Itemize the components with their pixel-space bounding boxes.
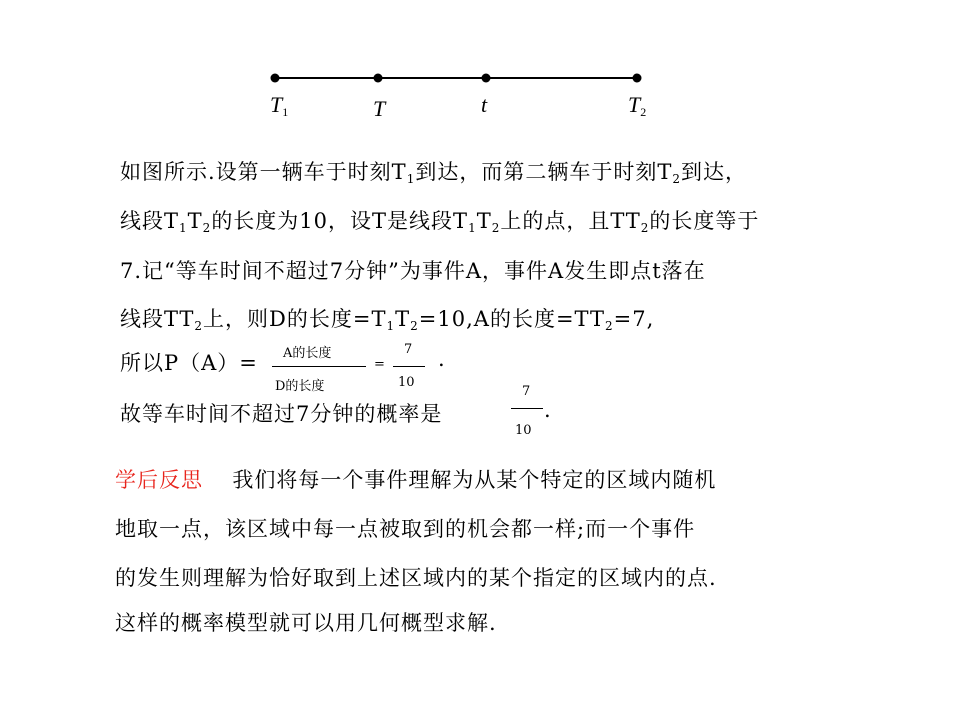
point-t1	[271, 74, 280, 83]
label-t2: $T_2$	[628, 92, 647, 119]
fraction-1-bar	[272, 366, 366, 367]
solution-line-1: 如图所示.设第一辆车于时刻$T_1$到达，而第二辆车于时刻$T_2$到达，	[120, 160, 747, 186]
point-small-t	[482, 74, 491, 83]
fraction-equals: =	[374, 357, 385, 372]
label-t: T	[373, 96, 386, 121]
reflection-line-1: 学后反思 我们将每一个事件理解为从某个特定的区域内随机	[115, 468, 717, 492]
reflection-title: 学后反思	[115, 468, 203, 492]
fraction-3-denominator: 10	[515, 423, 532, 438]
fraction-2-bar	[393, 366, 425, 367]
number-line-diagram	[260, 65, 660, 95]
solution-line-6-prefix: 故等车时间不超过7分钟的概率是	[120, 402, 443, 426]
solution-line-3: 7.记“等车时间不超过7分钟”为事件A，事件A发生即点t落在	[120, 259, 706, 283]
label-small-t: t	[481, 92, 488, 117]
solution-line-5-prefix: 所以P（A）=	[120, 351, 258, 375]
fraction-3-numerator: 7	[522, 384, 531, 399]
fraction-1-denominator: D的长度	[275, 379, 325, 394]
label-t1: $T_1$	[270, 92, 289, 119]
point-t	[374, 74, 383, 83]
fraction-2-denominator: 10	[398, 375, 415, 390]
fraction-1-numerator: A的长度	[283, 346, 332, 361]
solution-line-5-end: .	[438, 347, 446, 371]
solution-line-2: 线段$T_1T_2$的长度为10，设T是线段$T_1T_2$上的点，且$TT_2$的长度等于	[120, 209, 760, 235]
solution-line-4: 线段$TT_2$上，则D的长度$=T_1T_2=10,A$的长度$=TT_2=7$,	[120, 307, 655, 333]
reflection-line-4: 这样的概率模型就可以用几何概型求解.	[115, 611, 497, 635]
reflection-line-2: 地取一点，该区域中每一点被取到的机会都一样;而一个事件	[115, 517, 696, 541]
solution-line-6-end: .	[544, 398, 552, 422]
fraction-2-numerator: 7	[404, 342, 413, 357]
reflection-line-3: 的发生则理解为恰好取到上述区域内的某个指定的区域内的点.	[115, 566, 717, 590]
fraction-3-bar	[511, 408, 543, 409]
point-t2	[633, 74, 642, 83]
